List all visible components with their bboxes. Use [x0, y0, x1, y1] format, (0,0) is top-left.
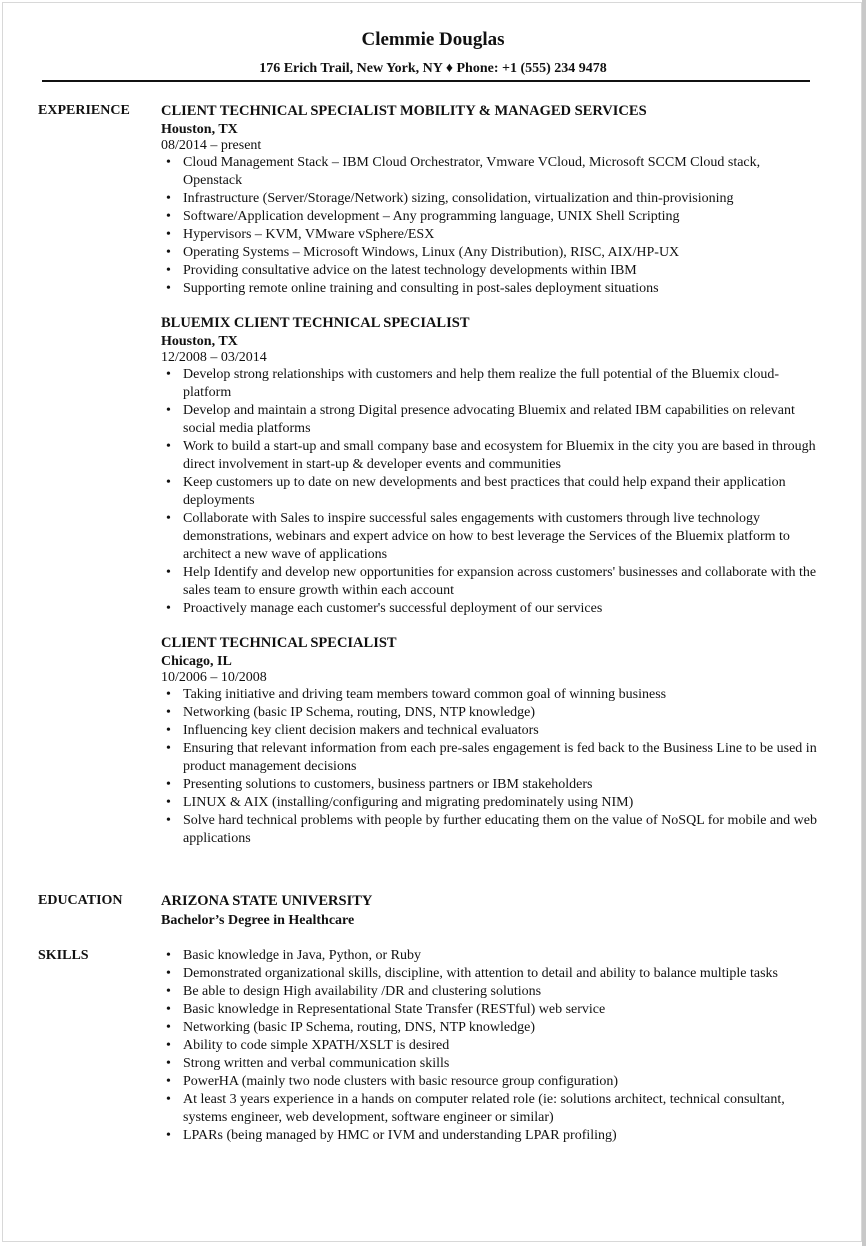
resume-header [0, 28, 866, 78]
section-label-experience: EXPERIENCE [38, 103, 130, 118]
bullet-item: • Networking (basic IP Schema, routing, DNS, NTP knowledge) [161, 704, 821, 722]
bullet-item: • Infrastructure (Server/Storage/Network) sizing, consolidation, virtualization and thin-provisioning [161, 190, 821, 208]
job-title: CLIENT TECHNICAL SPECIALIST MOBILITY & MANAGED SERVICES [161, 103, 647, 119]
bullet-item: • Develop and maintain a strong Digital presence advocating Bluemix and related IBM capabilities on relevant social media platforms [161, 402, 821, 438]
job-entry [161, 634, 821, 848]
skill-item: • Demonstrated organizational skills, discipline, with attention to detail and ability to balance multiple tasks [161, 965, 821, 983]
education-entry [161, 892, 821, 930]
bullet-item: • Software/Application development – Any programming language, UNIX Shell Scripting [161, 208, 821, 226]
header-divider [42, 80, 810, 82]
skill-item: • Strong written and verbal communication skills [161, 1055, 821, 1073]
bullet-item: • Solve hard technical problems with people by further educating them on the value of NoSQL for mobile and web applications [161, 812, 821, 848]
bullet-item: • Influencing key client decision makers and technical evaluators [161, 722, 821, 740]
bullet-item: • Proactively manage each customer's successful deployment of our services [161, 600, 821, 618]
bullet-item: • Providing consultative advice on the latest technology developments within IBM [161, 262, 821, 280]
section-label-education: EDUCATION [38, 893, 123, 908]
bullet-item: • Collaborate with Sales to inspire successful sales engagements with customers through live technology demonstrations, webinars and expert advice on how to best leverage the Services of the Bluemix platform to architect a new wave of applications [161, 510, 821, 564]
job-bullets [161, 366, 821, 618]
bullet-item: • Cloud Management Stack – IBM Cloud Orchestrator, Vmware VCloud, Microsoft SCCM Cloud stack, Openstack [161, 154, 821, 190]
job-bullets [161, 154, 821, 298]
skill-item: • At least 3 years experience in a hands on computer related role (ie: solutions architect, technical consultant, systems engineer, web development, software engineer or similar) [161, 1091, 821, 1127]
bullet-item: • LINUX & AIX (installing/configuring and migrating predominately using NIM) [161, 794, 821, 812]
contact-line: 176 Erich Trail, New York, NY ♦ Phone: +1 (555) 234 9478 [259, 61, 607, 76]
bullet-item: • Ensuring that relevant information from each pre-sales engagement is fed back to the Business Line to be used in product management decisions [161, 740, 821, 776]
skill-item: • Basic knowledge in Representational State Transfer (RESTful) web service [161, 1001, 821, 1019]
job-location: Chicago, IL [161, 654, 232, 669]
skill-item: • PowerHA (mainly two node clusters with basic resource group configuration) [161, 1073, 821, 1091]
job-location: Houston, TX [161, 334, 238, 349]
job-location: Houston, TX [161, 122, 238, 137]
section-label-skills: SKILLS [38, 948, 89, 963]
job-dates: 10/2006 – 10/2008 [161, 670, 267, 685]
job-entry [161, 314, 821, 618]
skill-item: • Ability to code simple XPATH/XSLT is desired [161, 1037, 821, 1055]
bullet-item: • Help Identify and develop new opportunities for expansion across customers' businesses and collaborate with the sales team to ensure growth within each account [161, 564, 821, 600]
skill-item: • LPARs (being managed by HMC or IVM and understanding LPAR profiling) [161, 1127, 821, 1145]
skill-item: • Networking (basic IP Schema, routing, DNS, NTP knowledge) [161, 1019, 821, 1037]
job-dates: 12/2008 – 03/2014 [161, 350, 267, 365]
job-bullets [161, 686, 821, 848]
skills-list [161, 947, 821, 1145]
bullet-item: • Work to build a start-up and small company base and ecosystem for Bluemix in the city you are based in through direct involvement in start-up & developer events and communities [161, 438, 821, 474]
degree-name: Bachelor’s Degree in Healthcare [161, 913, 355, 928]
skill-item: • Be able to design High availability /DR and clustering solutions [161, 983, 821, 1001]
page-edge-shadow [862, 0, 866, 1246]
bullet-item: • Presenting solutions to customers, business partners or IBM stakeholders [161, 776, 821, 794]
candidate-name: Clemmie Douglas [361, 29, 505, 50]
bullet-item: • Keep customers up to date on new developments and best practices that could help expand their application deployments [161, 474, 821, 510]
bullet-item: • Hypervisors – KVM, VMware vSphere/ESX [161, 226, 821, 244]
job-title: BLUEMIX CLIENT TECHNICAL SPECIALIST [161, 315, 470, 331]
experience-list [161, 102, 821, 864]
bullet-item: • Taking initiative and driving team members toward common goal of winning business [161, 686, 821, 704]
job-entry [161, 102, 821, 298]
school-name: ARIZONA STATE UNIVERSITY [161, 893, 373, 909]
bullet-item: • Operating Systems – Microsoft Windows, Linux (Any Distribution), RISC, AIX/HP-UX [161, 244, 821, 262]
skill-item: • Basic knowledge in Java, Python, or Ruby [161, 947, 821, 965]
skills-list-container [161, 947, 821, 1145]
job-title: CLIENT TECHNICAL SPECIALIST [161, 635, 397, 651]
job-dates: 08/2014 – present [161, 138, 262, 153]
bullet-item: • Supporting remote online training and consulting in post-sales deployment situations [161, 280, 821, 298]
bullet-item: • Develop strong relationships with customers and help them realize the full potential of the Bluemix cloud-platform [161, 366, 821, 402]
